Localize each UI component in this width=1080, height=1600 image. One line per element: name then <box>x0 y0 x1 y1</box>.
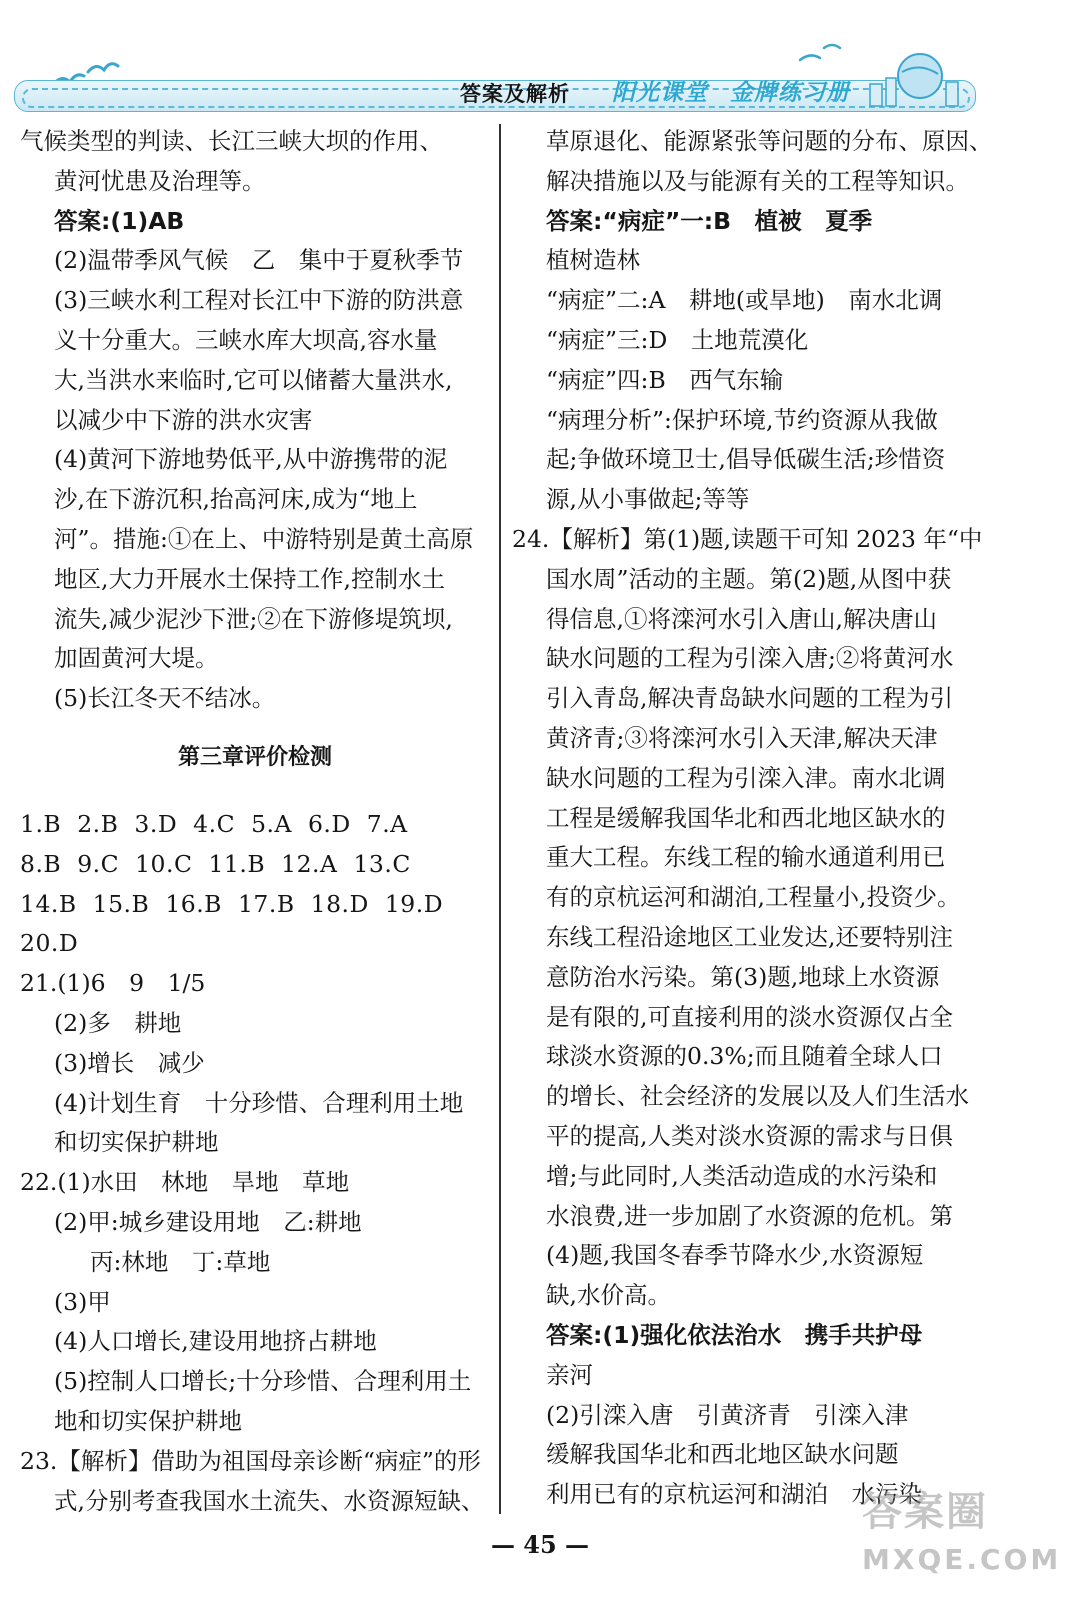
mc-answer: 18.D <box>310 889 369 918</box>
text-line: (3)三峡水利工程对长江中下游的防洪意 <box>54 286 464 315</box>
mc-answer: 20.D <box>20 929 79 958</box>
text-line: 流失,减少泥沙下泄;②在下游修堤筑坝, <box>54 604 453 633</box>
text-line: 沙,在下游沉积,抬高河床,成为“地上 <box>54 485 418 514</box>
mc-answer: 7.A <box>366 809 408 838</box>
text-line: 黄河忧患及治理等。 <box>54 166 266 195</box>
watermark-text: 答案圈 <box>862 1489 988 1535</box>
text-line: 源,从小事做起;等等 <box>546 485 750 514</box>
text-line: 23.【解析】借助为祖国母亲诊断“病症”的形 <box>20 1446 481 1475</box>
mc-answer: 19.D <box>384 889 444 918</box>
text-line: “病理分析”:保护环境,节约资源从我做 <box>546 405 938 434</box>
right-column <box>512 122 993 1515</box>
text-line: 是有限的,可直接利用的淡水资源仅占全 <box>546 1002 953 1031</box>
text-line: 水浪费,进一步加剧了水资源的危机。第 <box>546 1201 953 1230</box>
text-line: “病症”四:B 西气东输 <box>546 365 784 394</box>
text-line: 亲河 <box>546 1360 593 1389</box>
text-line: 加固黄河大堤。 <box>54 644 219 673</box>
mc-answer-row <box>20 845 490 885</box>
watermark-url: MXQE.COM <box>862 1543 1062 1576</box>
globe-decoration-icon <box>790 36 970 116</box>
text-line: (4)计划生育 十分珍惜、合理利用土地 <box>54 1088 464 1117</box>
text-line: 东线工程沿途地区工业发达,还要特别注 <box>546 922 953 951</box>
section-title: 第三章评价检测 <box>177 744 332 770</box>
text-line: 气候类型的判读、长江三峡大坝的作用、 <box>20 127 443 155</box>
text-line: (3)甲 <box>54 1287 111 1316</box>
text-line: (4)黄河下游地势低平,从中游携带的泥 <box>54 445 448 474</box>
mc-answer: 15.B <box>92 889 150 918</box>
text-line: 工程是缓解我国华北和西北地区缺水的 <box>546 803 946 832</box>
mc-answer: 6.D <box>307 809 351 838</box>
text-line: 平的提高,人类对淡水资源的需求与日俱 <box>546 1121 953 1150</box>
header-title: 答案及解析 <box>460 82 570 106</box>
mc-answer: 3.D <box>134 809 178 838</box>
page-header <box>0 0 1080 120</box>
text-line: 球淡水资源的0.3%;而且随着全球人口 <box>546 1042 943 1071</box>
text-line: “病症”二:A 耕地(或旱地) 南水北调 <box>546 286 943 315</box>
mc-answer: 17.B <box>237 889 295 918</box>
mc-answer-row <box>20 885 490 925</box>
text-line: (2)引滦入唐 引黄济青 引滦入津 <box>546 1400 909 1429</box>
mc-answer: 10.C <box>135 849 193 878</box>
text-line: 以减少中下游的洪水灾害 <box>54 405 313 434</box>
text-line: (5)控制人口增长;十分珍惜、合理利用土 <box>54 1367 472 1396</box>
brand-part-a: 阳光课堂 <box>612 80 708 106</box>
mc-answer: 11.B <box>208 849 266 878</box>
mc-answer: 4.C <box>193 809 236 838</box>
text-line: 式,分别考查我国水土流失、水资源短缺、 <box>54 1486 485 1515</box>
page-number: — 45 — <box>490 1530 590 1559</box>
text-line: 河”。措施:①在上、中游特别是黄土高原 <box>54 524 474 553</box>
text-line: 起;争做环境卫士,倡导低碳生活;珍惜资 <box>546 445 946 474</box>
text-line: (4)人口增长,建设用地挤占耕地 <box>54 1327 377 1356</box>
text-line: 丙:林地 丁:草地 <box>90 1247 271 1276</box>
text-line: 大,当洪水来临时,它可以储蓄大量洪水, <box>54 365 453 394</box>
text-line: (2)温带季风气候 乙 集中于夏秋季节 <box>54 246 464 275</box>
text-line: 引入青岛,解决青岛缺水问题的工程为引 <box>546 684 953 713</box>
watermark-logo <box>862 1480 1072 1590</box>
mc-answer: 1.B <box>20 809 62 838</box>
text-line: (2)多 耕地 <box>54 1008 182 1037</box>
mc-answer: 8.B <box>20 849 62 878</box>
text-line: 得信息,①将滦河水引入唐山,解决唐山 <box>546 604 937 633</box>
text-line: (4)题,我国冬春季节降水少,水资源短 <box>546 1241 924 1270</box>
answer-line: 答案:(1)强化依法治水 携手共护母 <box>546 1320 923 1349</box>
text-line: 国水周”活动的主题。第(2)题,从图中获 <box>546 564 952 593</box>
text-line: 植树造林 <box>546 246 640 275</box>
text-line: 意防治水污染。第(3)题,地球上水资源 <box>546 962 940 991</box>
text-line: 缓解我国华北和西北地区缺水问题 <box>546 1440 899 1469</box>
mc-answer-row <box>20 924 490 964</box>
text-line: 缺,水价高。 <box>546 1281 671 1310</box>
answer-line: 答案:“病症”一:B 植被 夏季 <box>546 206 873 235</box>
text-line: (5)长江冬天不结冰。 <box>54 684 276 713</box>
text-line: 的增长、社会经济的发展以及人们生活水 <box>546 1082 969 1111</box>
text-line: 利用已有的京杭运河和湖泊 水污染 <box>546 1480 922 1509</box>
text-line: 黄济青;③将滦河水引入天津,解决天津 <box>546 723 938 752</box>
text-line: 22.(1)水田 林地 旱地 草地 <box>20 1168 350 1197</box>
mc-answer: 2.B <box>77 809 119 838</box>
text-line: (2)甲:城乡建设用地 乙:耕地 <box>54 1207 362 1236</box>
mc-answer: 5.A <box>251 809 292 838</box>
text-line: 24.【解析】第(1)题,读题干可知 2023 年“中 <box>512 524 983 553</box>
text-line: (3)增长 减少 <box>54 1048 205 1077</box>
text-line: 21.(1)6 9 1/5 <box>20 969 206 998</box>
text-line: 义十分重大。三峡水库大坝高,容水量 <box>54 325 438 354</box>
column-divider <box>499 124 501 1514</box>
mc-answer-row <box>20 805 490 845</box>
text-line: 缺水问题的工程为引滦入唐;②将黄河水 <box>546 644 954 673</box>
text-line: 有的京杭运河和湖泊,工程量小,投资少。 <box>546 883 961 912</box>
brand-part-b: 金牌练习册 <box>730 80 850 106</box>
mc-answer: 13.C <box>353 849 411 878</box>
left-column <box>20 122 490 1521</box>
mc-answer: 12.A <box>281 849 338 878</box>
text-line: 重大工程。东线工程的输水通道利用已 <box>546 843 946 872</box>
text-line: 地和切实保护耕地 <box>54 1406 242 1435</box>
mc-answer: 14.B <box>20 889 77 918</box>
text-line: 地区,大力开展水土保持工作,控制水土 <box>54 564 445 593</box>
text-line: 草原退化、能源紧张等问题的分布、原因、 <box>546 127 993 155</box>
answer-line: 答案:(1)AB <box>54 206 185 235</box>
mc-answer: 9.C <box>77 849 120 878</box>
text-line: 解决措施以及与能源有关的工程等知识。 <box>546 166 969 195</box>
text-line: “病症”三:D 土地荒漠化 <box>546 325 809 354</box>
text-line: 增;与此同时,人类活动造成的水污染和 <box>546 1161 938 1190</box>
text-line: 和切实保护耕地 <box>54 1128 219 1157</box>
mc-answer: 16.B <box>165 889 222 918</box>
text-line: 缺水问题的工程为引滦入津。南水北调 <box>546 763 946 792</box>
